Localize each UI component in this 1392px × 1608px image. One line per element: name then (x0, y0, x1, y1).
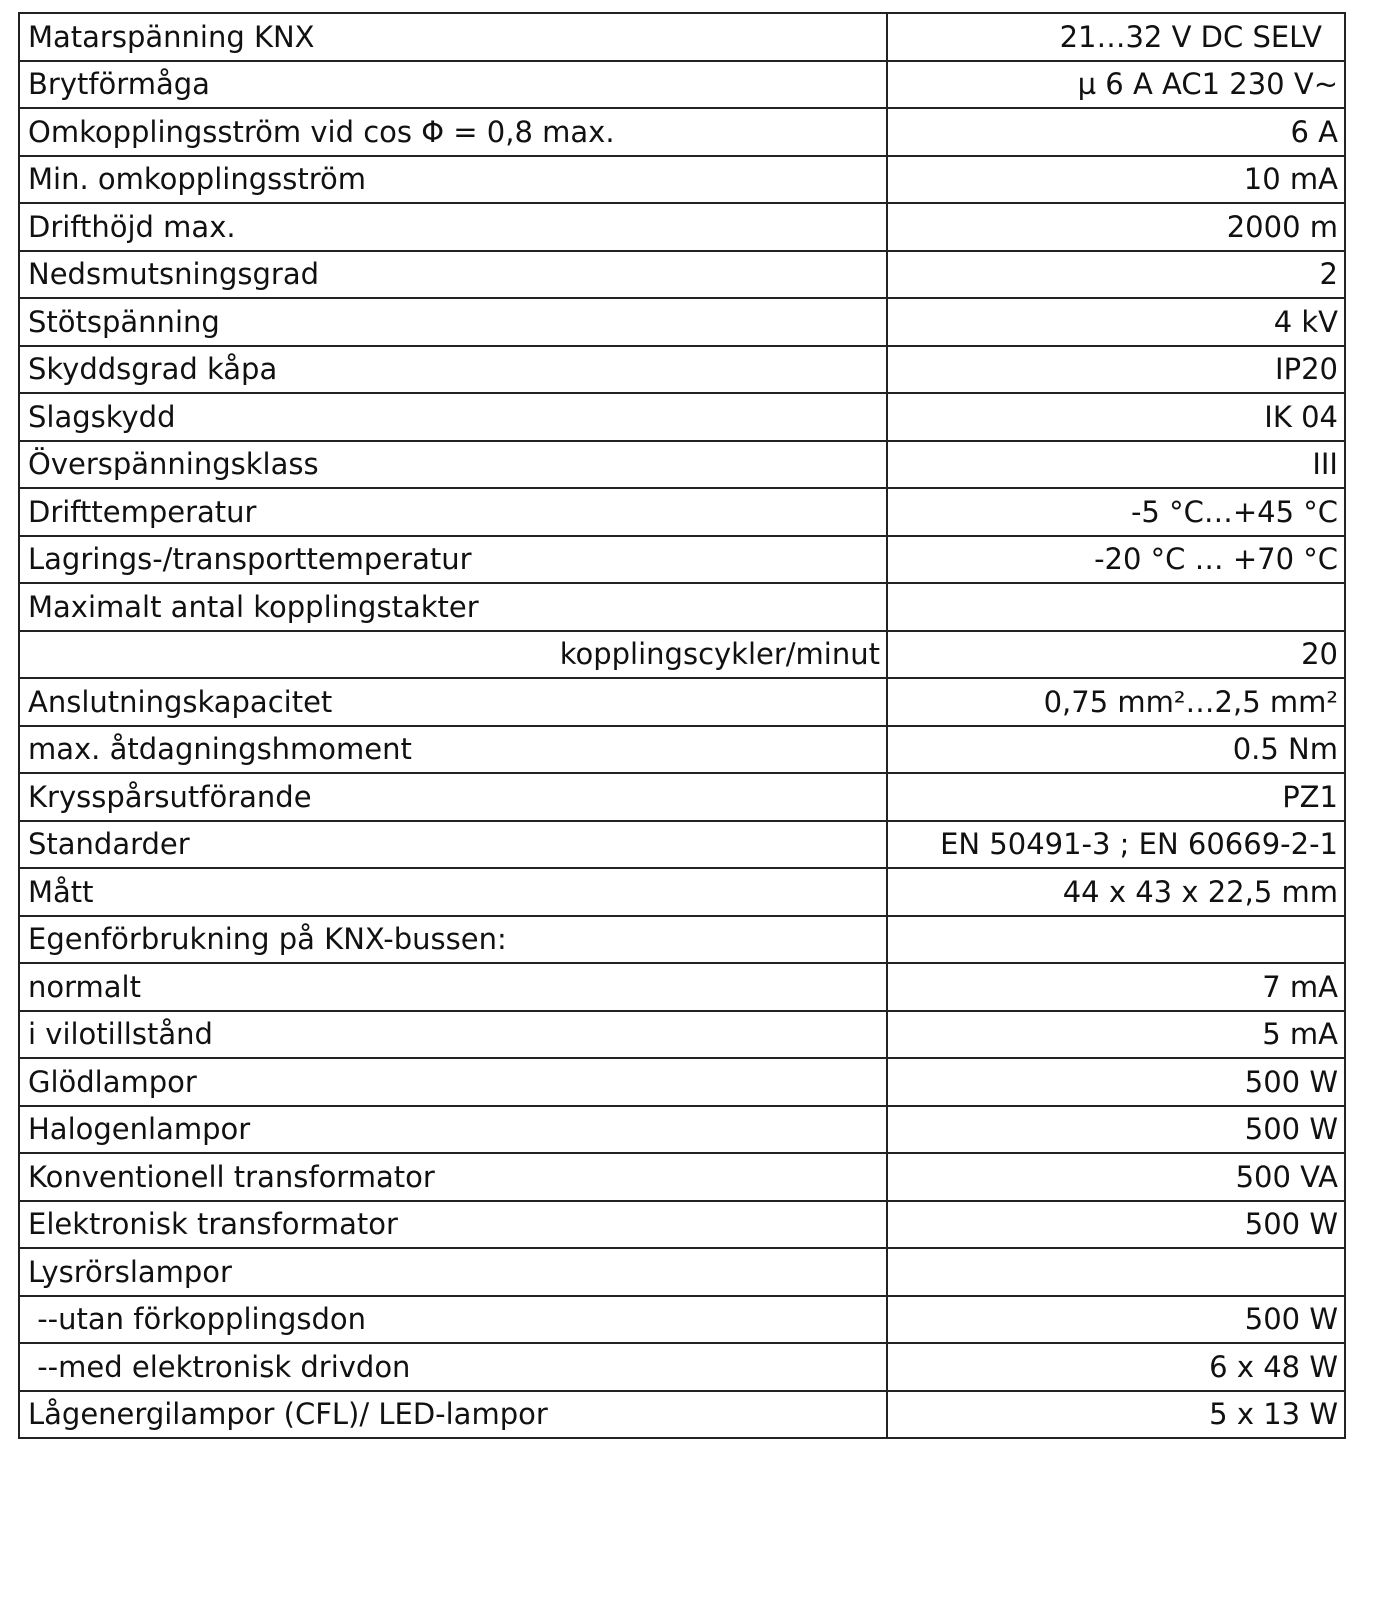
table-row (19, 1201, 1345, 1249)
table-row (19, 1248, 1345, 1296)
spec-value: -20 °C … +70 °C (887, 536, 1345, 584)
spec-label: --utan förkopplingsdon (19, 1296, 887, 1344)
spec-label: Slagskydd (19, 393, 887, 441)
table-row (19, 393, 1345, 441)
table-row (19, 108, 1345, 156)
spec-value: 500 W (887, 1201, 1345, 1249)
table-row (19, 1343, 1345, 1391)
spec-label: Egenförbrukning på KNX-bussen: (19, 916, 887, 964)
spec-value: IK 04 (887, 393, 1345, 441)
spec-label: Lysrörslampor (19, 1248, 887, 1296)
spec-label: Drifttemperatur (19, 488, 887, 536)
spec-value: 4 kV (887, 298, 1345, 346)
spec-label: Brytförmåga (19, 61, 887, 109)
table-row (19, 13, 1345, 61)
table-row (19, 61, 1345, 109)
spec-value (887, 1248, 1345, 1296)
table-row (19, 773, 1345, 821)
spec-value: 0.5 Nm (887, 726, 1345, 774)
table-row (19, 1296, 1345, 1344)
spec-label: Lågenergilampor (CFL)/ LED-lampor (19, 1391, 887, 1439)
table-row (19, 346, 1345, 394)
spec-value: 5 mA (887, 1011, 1345, 1059)
spec-value (887, 916, 1345, 964)
spec-value: 7 mA (887, 963, 1345, 1011)
spec-value: 2000 m (887, 203, 1345, 251)
spec-value: 5 x 13 W (887, 1391, 1345, 1439)
spec-label: Drifthöjd max. (19, 203, 887, 251)
spec-label: Nedsmutsningsgrad (19, 251, 887, 299)
table-row (19, 441, 1345, 489)
spec-value: III (887, 441, 1345, 489)
table-row (19, 1391, 1345, 1439)
spec-label: Lagrings-/transporttemperatur (19, 536, 887, 584)
spec-value (887, 583, 1345, 631)
table-row (19, 298, 1345, 346)
spec-label: Anslutningskapacitet (19, 678, 887, 726)
spec-value: 2 (887, 251, 1345, 299)
spec-value: -5 °C…+45 °C (887, 488, 1345, 536)
table-row (19, 1011, 1345, 1059)
table-row (19, 821, 1345, 869)
spec-label: normalt (19, 963, 887, 1011)
table-row (19, 726, 1345, 774)
spec-label: Min. omkopplingsström (19, 156, 887, 204)
table-row (19, 963, 1345, 1011)
spec-label: Krysspårsutförande (19, 773, 887, 821)
spec-value: 6 x 48 W (887, 1343, 1345, 1391)
spec-label: max. åtdagningshmoment (19, 726, 887, 774)
spec-label: kopplingscykler/minut (19, 631, 887, 679)
spec-value: µ 6 A AC1 230 V~ (887, 61, 1345, 109)
spec-label: Mått (19, 868, 887, 916)
spec-label: Matarspänning KNX (19, 13, 887, 61)
table-row (19, 536, 1345, 584)
table-row (19, 488, 1345, 536)
spec-value: 6 A (887, 108, 1345, 156)
table-row (19, 583, 1345, 631)
spec-value: IP20 (887, 346, 1345, 394)
spec-value: 0,75 mm²…2,5 mm² (887, 678, 1345, 726)
table-row (19, 203, 1345, 251)
table-row (19, 1106, 1345, 1154)
spec-label: Maximalt antal kopplingstakter (19, 583, 887, 631)
spec-table-body (19, 13, 1345, 1438)
spec-label: --med elektronisk drivdon (19, 1343, 887, 1391)
spec-value: 500 W (887, 1106, 1345, 1154)
spec-label: Halogenlampor (19, 1106, 887, 1154)
spec-label: Stötspänning (19, 298, 887, 346)
spec-value: EN 50491-3 ; EN 60669-2-1 (887, 821, 1345, 869)
spec-table (18, 12, 1346, 1439)
table-row (19, 868, 1345, 916)
spec-value: 500 VA (887, 1153, 1345, 1201)
spec-label: Överspänningsklass (19, 441, 887, 489)
table-row (19, 678, 1345, 726)
spec-label: Elektronisk transformator (19, 1201, 887, 1249)
table-row (19, 156, 1345, 204)
table-row (19, 631, 1345, 679)
spec-label: Omkopplingsström vid cos Φ = 0,8 max. (19, 108, 887, 156)
spec-label: Konventionell transformator (19, 1153, 887, 1201)
spec-label: Standarder (19, 821, 887, 869)
spec-label: Glödlampor (19, 1058, 887, 1106)
spec-value: 20 (887, 631, 1345, 679)
table-row (19, 251, 1345, 299)
spec-value: 500 W (887, 1296, 1345, 1344)
spec-value: 10 mA (887, 156, 1345, 204)
spec-value: 21…32 V DC SELV (887, 13, 1345, 61)
table-row (19, 916, 1345, 964)
spec-label: i vilotillstånd (19, 1011, 887, 1059)
spec-value: 500 W (887, 1058, 1345, 1106)
table-row (19, 1058, 1345, 1106)
table-row (19, 1153, 1345, 1201)
spec-value: 44 x 43 x 22,5 mm (887, 868, 1345, 916)
spec-label: Skyddsgrad kåpa (19, 346, 887, 394)
spec-value: PZ1 (887, 773, 1345, 821)
